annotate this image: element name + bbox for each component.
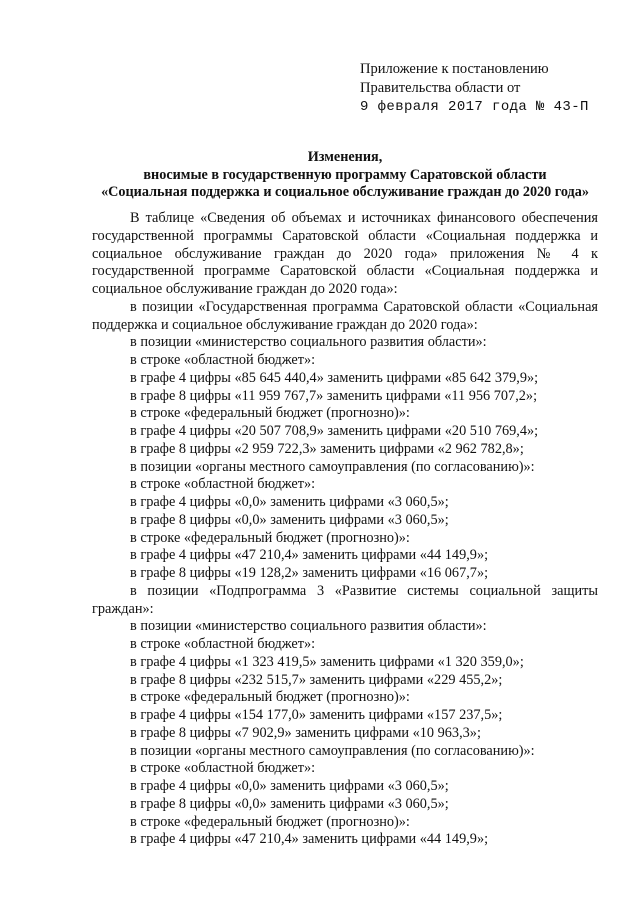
appendix-line-1: Приложение к постановлению	[360, 61, 549, 77]
document-body	[92, 210, 598, 849]
heading-line-1: Изменения,	[307, 149, 383, 165]
list-item: в строке «областной бюджет»:	[130, 636, 316, 652]
list-item: в графе 4 цифры «20 507 708,9» заменить цифрами «20 510 769,4»;	[130, 423, 539, 439]
list-item: в графе 8 цифры «11 959 767,7» заменить цифрами «11 956 707,2»;	[130, 387, 538, 404]
list-item: в строке «областной бюджет»:	[130, 352, 316, 368]
appendix-line-2: Правительства области от	[360, 80, 521, 96]
list-item: в позиции «органы местного самоуправления (по согласованию)»:	[130, 742, 535, 759]
list-item: в графе 4 цифры «154 177,0» заменить цифрами «157 237,5»;	[130, 707, 503, 723]
list-item: в графе 8 цифры «7 902,9» заменить цифрами «10 963,3»;	[130, 724, 481, 741]
list-item: в строке «областной бюджет»:	[130, 476, 316, 493]
list-item: в графе 8 цифры «19 128,2» заменить цифрами «16 067,7»;	[130, 565, 489, 581]
list-item: в строке «федеральный бюджет (прогнозно)»:	[130, 405, 410, 422]
list-item: в графе 8 цифры «0,0» заменить цифрами «3 060,5»;	[130, 511, 449, 528]
list-item: в строке «областной бюджет»:	[130, 760, 316, 777]
document-heading	[60, 149, 630, 202]
list-item: в графе 4 цифры «1 323 419,5» заменить цифрами «1 320 359,0»;	[130, 653, 524, 670]
subprogram-paragraph: в позиции «Подпрограмма 3 «Развитие системы социальной защиты граждан»:	[92, 582, 598, 617]
list-item: в строке «федеральный бюджет (прогнозно)»:	[130, 813, 410, 830]
list-item: в графе 4 цифры «47 210,4» заменить цифрами «44 149,9»;	[130, 831, 489, 848]
heading-line-2: вносимые в государственную программу Саратовской области	[143, 166, 547, 183]
appendix-note	[360, 60, 589, 117]
list-item: в графе 8 цифры «2 959 722,3» заменить цифрами «2 962 782,8»;	[130, 440, 524, 457]
list-item: в графе 4 цифры «0,0» заменить цифрами «3 060,5»;	[130, 778, 449, 794]
list-item: в графе 4 цифры «47 210,4» заменить цифрами «44 149,9»;	[130, 547, 489, 564]
list-item: в строке «федеральный бюджет (прогнозно)»:	[130, 689, 410, 706]
list-item: в графе 8 цифры «0,0» заменить цифрами «3 060,5»;	[130, 795, 449, 812]
list-item: в графе 4 цифры «85 645 440,4» заменить цифрами «85 642 379,9»;	[130, 369, 539, 386]
list-item: в позиции «министерство социального развития области»:	[130, 334, 487, 351]
list-item: в позиции «органы местного самоуправления (по согласованию)»:	[130, 458, 535, 475]
resolution-date-stamp: 9 февраля 2017 года № 43-П	[360, 99, 589, 115]
list-item: в строке «федеральный бюджет (прогнозно)»:	[130, 529, 410, 546]
list-item: в графе 8 цифры «232 515,7» заменить цифрами «229 455,2»;	[130, 671, 503, 688]
intro-paragraph: В таблице «Сведения об объемах и источниках финансового обеспечения государственной программы Саратовской области «Социальная поддержка и социальное обслуживание граждан до 2020 года» приложения № 4 к государственной программе Саратовской области «Социальная поддержка и социальное обслуживание граждан до 2020 года»:	[92, 210, 598, 297]
list-item: в графе 4 цифры «0,0» заменить цифрами «3 060,5»;	[130, 494, 449, 510]
position-paragraph: в позиции «Государственная программа Саратовской области «Социальная поддержка и социальное обслуживание граждан до 2020 года»:	[92, 298, 598, 333]
list-item: в позиции «министерство социального развития области»:	[130, 618, 487, 635]
heading-line-3: «Социальная поддержка и социальное обслуживание граждан до 2020 года»	[101, 184, 589, 200]
